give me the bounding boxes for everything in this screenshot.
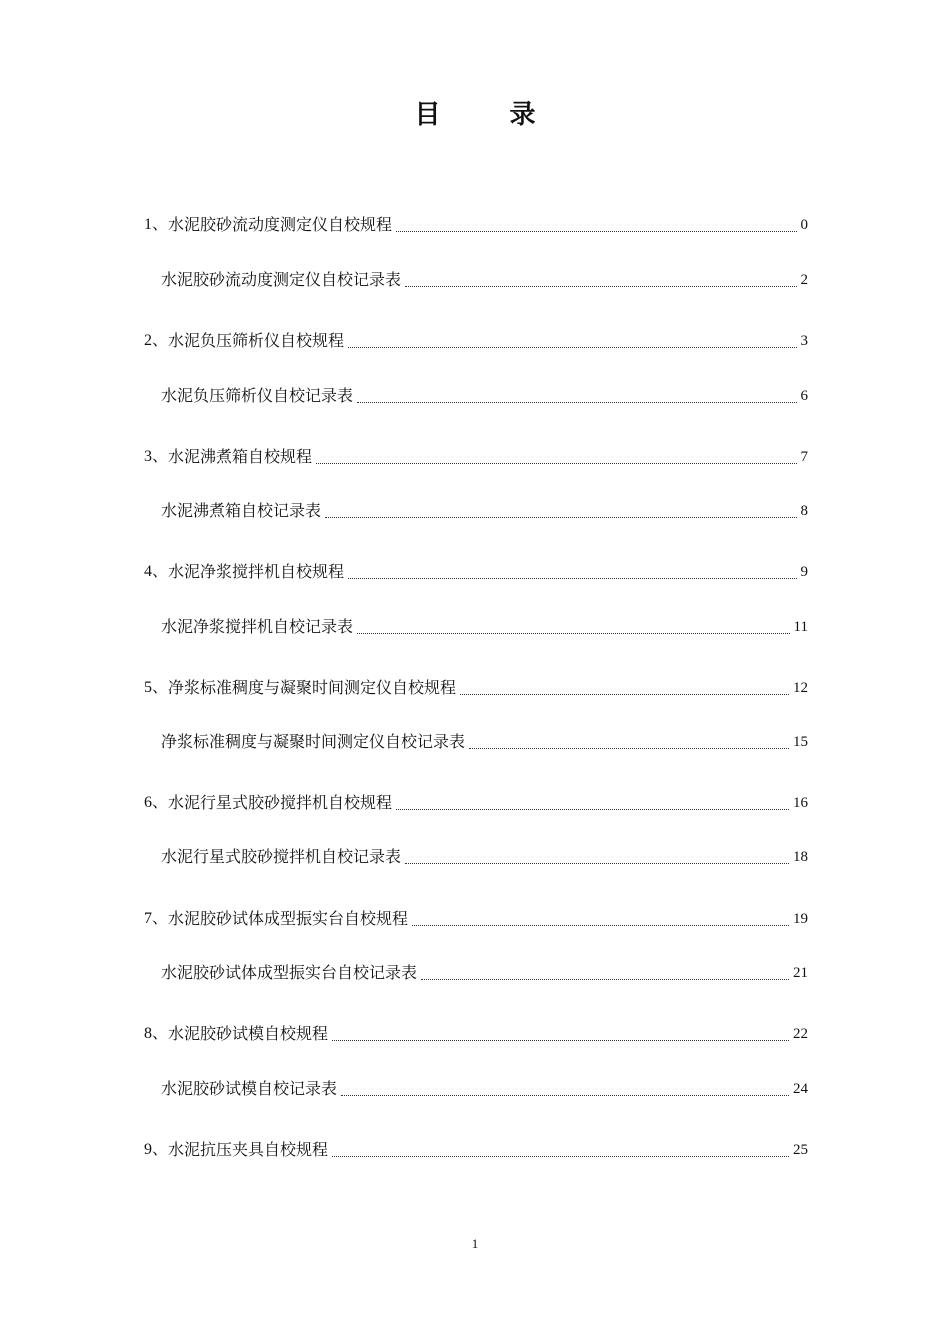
toc-entry-title: 水泥净浆搅拌机自校规程 xyxy=(168,562,345,581)
toc-subentry[interactable] xyxy=(161,845,808,869)
toc-entry[interactable] xyxy=(144,907,808,931)
toc-entry-number: 7、 xyxy=(144,910,169,927)
toc-entry-title: 水泥胶砂流动度测定仪自校规程 xyxy=(168,215,393,234)
toc-dot-leader xyxy=(357,633,790,634)
toc-dot-leader xyxy=(348,347,796,348)
toc-entry-title: 水泥净浆搅拌机自校记录表 xyxy=(161,617,354,636)
toc-dot-leader xyxy=(412,925,789,926)
toc-entry-page: 3 xyxy=(800,333,808,349)
toc-subentry[interactable] xyxy=(161,961,808,985)
toc-entry-page: 18 xyxy=(793,849,808,865)
toc-entry-page: 21 xyxy=(793,965,808,981)
toc-entry-title: 水泥胶砂试模自校记录表 xyxy=(161,1079,338,1098)
toc-entry-page: 16 xyxy=(793,795,808,811)
toc-entry-number: 2、 xyxy=(144,332,169,349)
toc-dot-leader xyxy=(357,402,796,403)
toc-entry[interactable] xyxy=(144,1022,808,1046)
toc-entry-page: 2 xyxy=(800,272,808,288)
toc-dot-leader xyxy=(341,1095,789,1096)
toc-entry[interactable] xyxy=(144,213,808,237)
toc-dot-leader xyxy=(332,1156,789,1157)
toc-entry[interactable] xyxy=(144,329,808,353)
toc-entry-number: 9、 xyxy=(144,1141,169,1158)
toc-entry-title: 水泥沸煮箱自校记录表 xyxy=(161,501,322,520)
toc-entry-number: 1、 xyxy=(144,216,169,233)
toc-entry-title: 水泥行星式胶砂搅拌机自校规程 xyxy=(168,793,393,812)
toc-dot-leader xyxy=(332,1040,789,1041)
toc-entry-title: 水泥胶砂试模自校规程 xyxy=(168,1024,329,1043)
toc-dot-leader xyxy=(405,863,789,864)
toc-dot-leader xyxy=(460,694,789,695)
toc-entry-page: 25 xyxy=(793,1142,808,1158)
toc-subentry[interactable] xyxy=(161,384,808,408)
toc-dot-leader xyxy=(325,517,796,518)
toc-entry-page: 7 xyxy=(800,449,808,465)
toc-entry-title: 净浆标准稠度与凝聚时间测定仪自校规程 xyxy=(168,678,457,697)
toc-entry-title: 水泥胶砂试体成型振实台自校记录表 xyxy=(161,963,418,982)
toc-subentry[interactable] xyxy=(161,268,808,292)
toc-dot-leader xyxy=(316,463,796,464)
toc-entry[interactable] xyxy=(144,445,808,469)
page-number: 1 xyxy=(471,1236,479,1251)
toc-dot-leader xyxy=(348,578,796,579)
toc-entry[interactable] xyxy=(144,676,808,700)
toc-entry-page: 12 xyxy=(793,680,808,696)
toc-entry-title: 水泥负压筛析仪自校记录表 xyxy=(161,386,354,405)
page-title: 目 录 xyxy=(414,100,566,130)
toc-entry[interactable] xyxy=(144,1138,808,1162)
toc-entry-page: 11 xyxy=(793,619,808,635)
toc-subentry[interactable] xyxy=(161,499,808,523)
toc-entry-number: 5、 xyxy=(144,679,169,696)
toc-entry-number: 6、 xyxy=(144,794,169,811)
toc-entry-number: 3、 xyxy=(144,448,169,465)
toc-subentry[interactable] xyxy=(161,730,808,754)
toc-entry[interactable] xyxy=(144,791,808,815)
toc-entry-number: 8、 xyxy=(144,1025,169,1042)
toc-entry-title: 水泥沸煮箱自校规程 xyxy=(168,447,313,466)
toc-dot-leader xyxy=(469,748,789,749)
toc-dot-leader xyxy=(405,286,796,287)
toc-subentry[interactable] xyxy=(161,1077,808,1101)
toc-entry-title: 水泥胶砂试体成型振实台自校规程 xyxy=(168,909,409,928)
toc-dot-leader xyxy=(396,809,789,810)
toc-entry-number: 4、 xyxy=(144,563,169,580)
toc-entry-page: 15 xyxy=(793,734,808,750)
toc-entry-page: 24 xyxy=(793,1081,808,1097)
toc-entry-page: 6 xyxy=(800,388,808,404)
toc-entry-title: 水泥抗压夹具自校规程 xyxy=(168,1140,329,1159)
toc-dot-leader xyxy=(421,979,789,980)
toc-entry-page: 8 xyxy=(800,503,808,519)
toc-entry-page: 0 xyxy=(800,217,808,233)
toc-entry-title: 水泥负压筛析仪自校规程 xyxy=(168,331,345,350)
toc-entry-title: 水泥胶砂流动度测定仪自校记录表 xyxy=(161,270,402,289)
toc-entry-page: 22 xyxy=(793,1026,808,1042)
toc-entry-title: 净浆标准稠度与凝聚时间测定仪自校记录表 xyxy=(161,732,466,751)
toc-subentry[interactable] xyxy=(161,615,808,639)
toc-entry-page: 19 xyxy=(793,911,808,927)
toc-entry[interactable] xyxy=(144,560,808,584)
toc-dot-leader xyxy=(396,231,796,232)
toc-entry-title: 水泥行星式胶砂搅拌机自校记录表 xyxy=(161,847,402,866)
toc-entry-page: 9 xyxy=(800,564,808,580)
